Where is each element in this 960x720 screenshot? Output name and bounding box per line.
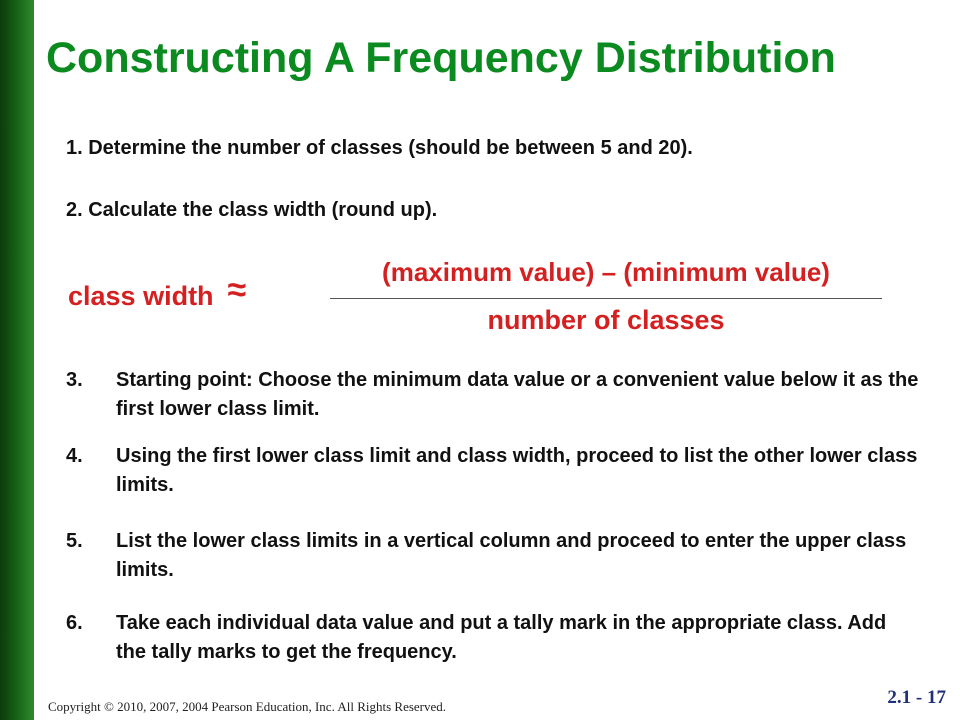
step-4 xyxy=(66,442,936,500)
step-text: Starting point: Choose the minimum data value or a convenient value below it as the first lower class limit. xyxy=(116,369,919,420)
step-text: Take each individual data value and put a tally mark in the appropriate class. Add the tally marks to get the frequency. xyxy=(116,612,887,663)
formula-lhs xyxy=(68,271,247,313)
formula-denominator: number of classes xyxy=(487,305,725,335)
formula-numerator: (maximum value) – (minimum value) xyxy=(382,257,830,287)
slide-number: 2.1 - 17 xyxy=(887,687,946,708)
step-text: Using the first lower class limit and class width, proceed to list the other lower class limits. xyxy=(116,445,918,496)
copyright-footer: Copyright © 2010, 2007, 2004 Pearson Education, Inc. All Rights Reserved. xyxy=(48,699,447,714)
approx-symbol: ≈ xyxy=(227,271,247,309)
step-5 xyxy=(66,527,936,585)
step-6 xyxy=(66,609,896,667)
step-number: 4. xyxy=(66,445,83,467)
sidebar-accent-bar xyxy=(0,0,34,720)
step-3 xyxy=(66,366,926,424)
fraction-bar xyxy=(330,298,882,299)
slide-title: Constructing A Frequency Distribution xyxy=(46,34,836,82)
step-number: 5. xyxy=(66,530,83,552)
step-number: 3. xyxy=(66,369,83,391)
step-1-text: 1. Determine the number of classes (should be between 5 and 20). xyxy=(66,137,693,159)
step-2-text: 2. Calculate the class width (round up). xyxy=(66,199,438,221)
formula-lhs-label: class width xyxy=(68,281,214,311)
step-number: 6. xyxy=(66,612,83,634)
step-text: List the lower class limits in a vertical column and proceed to enter the upper class limits. xyxy=(116,530,907,581)
